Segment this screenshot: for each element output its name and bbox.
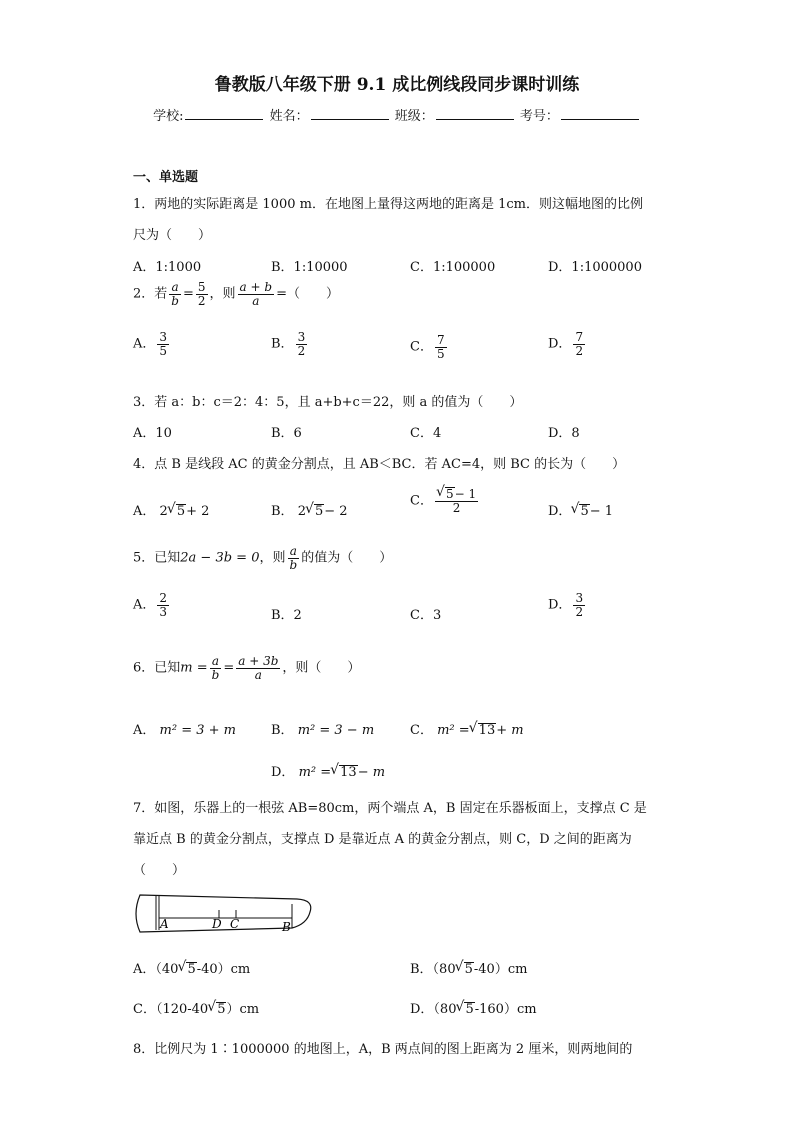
label-d: D [212, 917, 222, 931]
class-blank[interactable] [436, 107, 514, 120]
question-7-line2: 靠近点 B 的黄金分割点，支撑点 D 是靠近点 A 的黄金分割点，则 C，D 之间的距离为 [133, 832, 632, 847]
q7-option-c[interactable]: C．（120-40√ 5）cm [133, 998, 259, 1017]
q4-option-a[interactable]: A． 2√ 5+ 2 [133, 500, 209, 519]
label-a: A [160, 917, 169, 931]
q5-option-c[interactable]: C．3 [410, 608, 442, 623]
question-7-line3: （ ） [133, 863, 186, 878]
q2-option-c[interactable]: C． $\frac{7}{5}$ [410, 333, 445, 361]
q5-option-d[interactable]: D． $\frac{3}{2}$ [548, 591, 584, 619]
question-3: 3．若 a：b：c＝2：4：5，且 a+b+c＝22，则 a 的值为（ ） [133, 395, 523, 410]
section-heading: 一、单选题 [133, 170, 199, 185]
question-2: 2．若 $\frac{a}{b}$ = $\frac{5}{2}$ ，则 $\frac{a + b}{a}$ =（ ） [133, 280, 339, 308]
name-label: 姓名： [269, 109, 309, 124]
q2-option-d[interactable]: D． $\frac{7}{2}$ [548, 330, 584, 358]
number-label: 考号： [519, 109, 559, 124]
q3-option-b[interactable]: B．6 [271, 426, 302, 441]
question-4: 4．点 B 是线段 AC 的黄金分割点，且 AB＜BC．若 AC=4，则 BC 的长为（ ） [133, 457, 626, 472]
q7-option-a[interactable]: A．（40√ 5-40）cm [133, 958, 250, 977]
label-b: B [282, 920, 291, 934]
q6-option-a[interactable]: A． m² = 3 + m [133, 723, 236, 738]
q7-option-d[interactable]: D．（80√ 5-160）cm [410, 998, 537, 1017]
q3-option-a[interactable]: A．10 [133, 426, 172, 441]
q4-option-b[interactable]: B． 2√ 5− 2 [271, 500, 348, 519]
q6-option-b[interactable]: B． m² = 3 − m [271, 723, 375, 738]
question-1-line1: 1．两地的实际距离是 1000 m．在地图上量得这两地的距离是 1cm．则这幅地图的比例 [133, 197, 643, 212]
q5-option-b[interactable]: B．2 [271, 608, 302, 623]
question-6: 6．已知m = $\frac{a}{b}$ = $\frac{a + 3b}{a}$ ，则（ ） [133, 654, 361, 682]
q1-option-a[interactable]: A．1:1000 [133, 260, 202, 275]
question-1-line2: 尺为（ ） [133, 228, 212, 243]
question-8: 8．比例尺为 1∶1000000 的地图上，A，B 两点间的图上距离为 2 厘米，则两地间的 [133, 1042, 633, 1057]
instrument-figure [132, 890, 317, 938]
question-5: 5．已知2a − 3b = 0，则 $\frac{a}{b}$ 的值为（ ） [133, 544, 393, 572]
q4-option-c[interactable]: C． √ $\frac{5- 1}{2}$ [410, 487, 480, 515]
q1-option-b[interactable]: B．1:10000 [271, 260, 348, 275]
q6-option-d[interactable]: D． m² =√ 13− m [271, 761, 385, 780]
page-title: 鲁教版八年级下册 9.1 成比例线段同步课时训练 [214, 75, 580, 95]
school-label: 学校: [153, 109, 184, 124]
q2-option-a[interactable]: A． $\frac{3}{5}$ [133, 330, 168, 358]
question-7-line1: 7．如图，乐器上的一根弦 AB=80cm，两个端点 A，B 固定在乐器板面上，支撑点 C 是 [133, 801, 647, 816]
q1-option-d[interactable]: D．1:1000000 [548, 260, 642, 275]
q4-option-d[interactable]: D．√ 5− 1 [548, 500, 613, 519]
q3-option-c[interactable]: C．4 [410, 426, 442, 441]
student-info-line [0, 105, 794, 124]
q5-option-a[interactable]: A． $\frac{2}{3}$ [133, 591, 168, 619]
school-blank[interactable] [185, 107, 263, 120]
q7-option-b[interactable]: B．（80√ 5-40）cm [410, 958, 527, 977]
name-blank[interactable] [311, 107, 389, 120]
q3-option-d[interactable]: D．8 [548, 426, 580, 441]
class-label: 班级： [394, 109, 434, 124]
number-blank[interactable] [561, 107, 639, 120]
q2-option-b[interactable]: B． $\frac{3}{2}$ [271, 330, 306, 358]
q1-option-c[interactable]: C．1:100000 [410, 260, 496, 275]
q6-option-c[interactable]: C． m² =√ 13+ m [410, 719, 524, 738]
label-c: C [230, 917, 240, 931]
